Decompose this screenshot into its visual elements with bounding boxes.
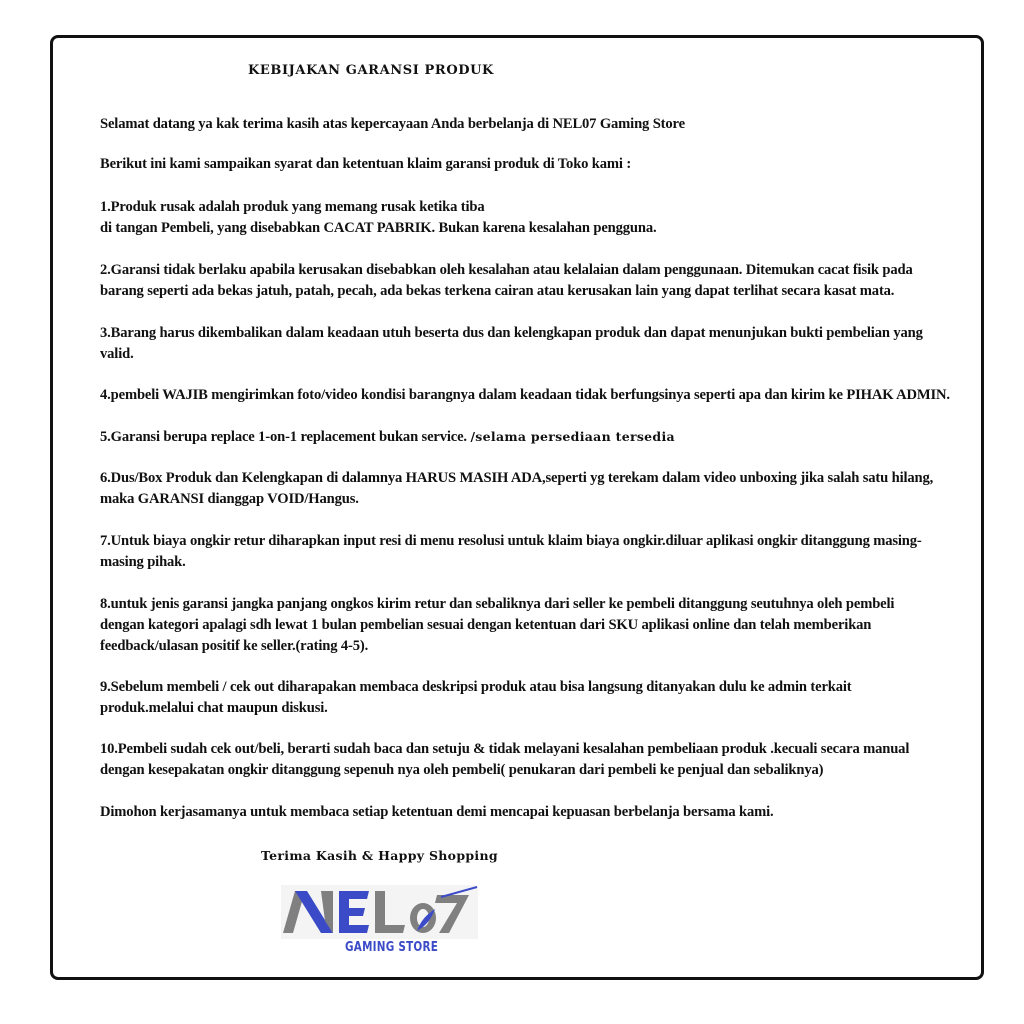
logo-subtitle: GAMING STORE (345, 940, 439, 955)
page-title: KEBIJAKAN GARANSI PRODUK (248, 63, 494, 78)
term-item-8 (100, 594, 894, 657)
term-item-7 (100, 531, 922, 573)
term-line: 2.Garansi tidak berlaku apabila kerusakan disebabkan oleh kesalahan atau kelalaian dalam penggunaan. Ditemukan cacat fisik pada (100, 262, 913, 278)
term-line: barang seperti ada bekas jatuh, patah, pecah, ada bekas terkena cairan atau kerusakan lain yang dapat terlihat secara kasat mata. (100, 283, 895, 299)
store-logo (281, 885, 478, 959)
term-item-9 (100, 677, 852, 719)
term-item-6 (100, 468, 933, 510)
term-line: 6.Dus/Box Produk dan Kelengkapan di dalamnya HARUS MASIH ADA,seperti yg terekam dalam video unboxing jika salah satu hilang, (100, 470, 934, 486)
term-item-1 (100, 197, 656, 239)
term-line: di tangan Pembeli, yang disebabkan CACAT PABRIK. Bukan karena kesalahan pengguna. (100, 220, 657, 236)
term-item-4 (100, 385, 950, 406)
term-line: 5.Garansi berupa replace 1-on-1 replacement bukan service. (100, 429, 471, 445)
term-line: 8.untuk jenis garansi jangka panjang ongkos kirim retur dan sebaliknya dari seller ke pembeli ditanggung seutuhnya oleh pembeli (100, 596, 895, 612)
term-line: masing pihak. (100, 554, 186, 570)
term-line: maka GARANSI dianggap VOID/Hangus. (100, 491, 359, 507)
term-line: 10.Pembeli sudah cek out/beli, berarti sudah baca dan setuju & tidak melayani kesalahan pembeliaan produk .kecuali secara manual (100, 741, 910, 757)
term-line: dengan kategori apalagi sdh lewat 1 bulan pembelian sesuai dengan ketentuan dari SKU aplikasi online dan telah memberikan (100, 617, 872, 633)
term-line: 1.Produk rusak adalah produk yang memang rusak ketika tiba (100, 199, 485, 215)
term-line: valid. (100, 346, 134, 362)
term-item-5 (100, 426, 675, 448)
term-line: 7.Untuk biaya ongkir retur diharapkan input resi di menu resolusi untuk klaim biaya ongkir.diluar aplikasi ongkir ditanggung masing- (100, 533, 922, 549)
term-line: 4.pembeli WAJIB mengirimkan foto/video kondisi barangnya dalam keadaan tidak berfungsinya seperti apa dan kirim ke PIHAK ADMIN. (100, 387, 950, 403)
term-line: feedback/ulasan positif ke seller.(rating 4-5). (100, 638, 369, 654)
greeting-text: Selamat datang ya kak terima kasih atas kepercayaan Anda berbelanja di NEL07 Gaming Store (100, 116, 685, 132)
term-item-10 (100, 739, 909, 781)
term-line: 3.Barang harus dikembalikan dalam keadaan utuh beserta dus dan kelengkapan produk dan dapat menunjukan bukti pembelian yang (100, 325, 923, 341)
term-line: dengan kesepakatan ongkir ditanggung sepenuh nya oleh pembeli( penukaran dari pembeli ke penjual dan sebaliknya) (100, 762, 824, 778)
term-item-2 (100, 260, 913, 302)
term-line: produk.melalui chat maupun diskusi. (100, 700, 328, 716)
closing-text: Dimohon kerjasamanya untuk membaca setiap ketentuan demi mencapai kepuasan berbelanja bersama kami. (100, 804, 774, 820)
term-note: /selama persediaan tersedia (470, 429, 675, 444)
intro-text: Berikut ini kami sampaikan syarat dan ketentuan klaim garansi produk di Toko kami : (100, 156, 632, 172)
term-line: 9.Sebelum membeli / cek out diharapakan membaca deskripsi produk atau bisa langsung ditanyakan dulu ke admin terkait (100, 679, 852, 695)
term-item-3 (100, 323, 923, 365)
thanks-text: Terima Kasih & Happy Shopping (261, 848, 498, 863)
